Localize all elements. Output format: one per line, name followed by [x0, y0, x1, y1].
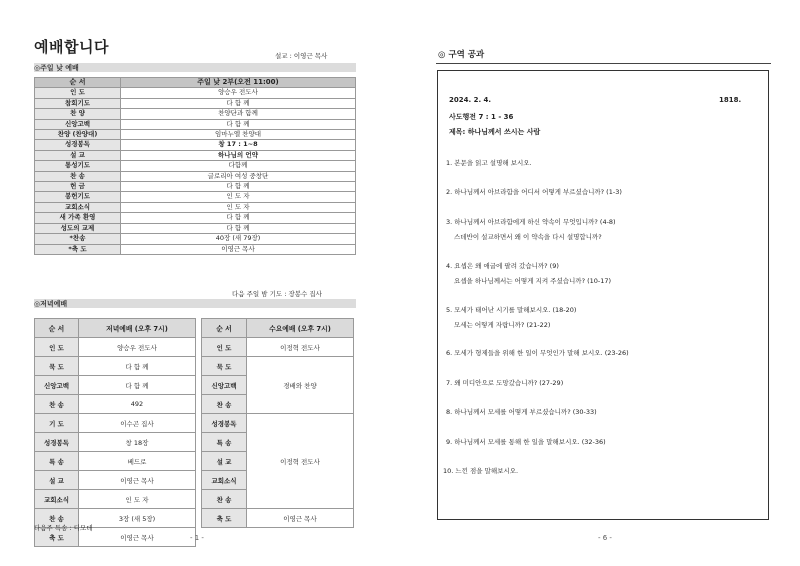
table-row	[35, 98, 356, 108]
lesson-date: 2024. 2. 4.	[449, 96, 492, 104]
row-label: 성경봉독	[35, 140, 121, 150]
question-item: 3. 하나님께서 아브라함에게 하신 약속이 무엇입니까? (4-8)	[446, 218, 616, 226]
table-header-row	[35, 319, 196, 338]
row-value: 다 함 께	[121, 119, 356, 129]
row-label: *축 도	[35, 244, 121, 254]
row-label: 신앙고백	[35, 376, 79, 395]
row-label: 봉헌기도	[35, 192, 121, 202]
table-header-row	[202, 319, 354, 338]
row-label: 교회소식	[202, 471, 247, 490]
row-label: 찬 송	[35, 395, 79, 414]
row-label: 찬 송	[35, 171, 121, 181]
table-row	[202, 414, 354, 433]
row-value: 인 도 자	[121, 202, 356, 212]
section-bar	[34, 63, 356, 72]
row-value: 찬양단과 함께	[121, 109, 356, 119]
morning-service-table	[34, 77, 356, 255]
row-value: 492	[79, 395, 196, 414]
row-label: 찬 송	[202, 395, 247, 414]
row-value: 베드로	[79, 452, 196, 471]
row-value: 40장 (새 79장)	[121, 234, 356, 244]
row-value: 경배와 찬양	[247, 357, 354, 414]
table-row	[35, 395, 196, 414]
wednesday-service-table	[201, 318, 354, 528]
row-value: 다함께	[121, 161, 356, 171]
table-row	[35, 213, 356, 223]
question-item: 요셉을 하나님께서는 어떻게 지켜 주셨습니까? (10-17)	[454, 277, 612, 285]
row-label: 특 송	[35, 452, 79, 471]
header-label: 순 서	[35, 319, 79, 338]
row-label: 설 교	[35, 471, 79, 490]
row-value: 다 함 께	[121, 213, 356, 223]
lesson-number: 1818.	[719, 96, 742, 104]
row-label: 통성기도	[35, 161, 121, 171]
page-title: 예배합니다	[34, 38, 109, 56]
question-item: 모세는 어떻게 자랍니까? (21-22)	[454, 321, 551, 329]
table-row	[35, 171, 356, 181]
table-row	[35, 490, 196, 509]
row-value: 인 도 자	[79, 490, 196, 509]
table-row	[35, 223, 356, 233]
row-label: 교회소식	[35, 202, 121, 212]
question-item: 2. 하나님께서 아브라함을 어디서 어떻게 부르셨습니까? (1-3)	[446, 188, 622, 196]
row-label: 인 도	[35, 88, 121, 98]
row-value: 다 함 께	[121, 98, 356, 108]
question-item: 1. 본문을 읽고 설명해 보시오.	[446, 159, 532, 167]
row-value: 이영근 목사	[121, 244, 356, 254]
row-value: 하나님의 언약	[121, 150, 356, 160]
evening-service-table	[34, 318, 196, 547]
row-label: 찬 송	[35, 509, 79, 528]
table-row	[35, 357, 196, 376]
row-label: 설 교	[35, 150, 121, 160]
row-value: 양승우 전도사	[79, 338, 196, 357]
header-label: 순 서	[202, 319, 247, 338]
section-bar	[34, 299, 356, 308]
row-value: 이정혁 전도사	[247, 338, 354, 357]
row-label: 찬 송	[202, 490, 247, 509]
row-value: 글로리아 여성 중창단	[121, 171, 356, 181]
table-row	[35, 234, 356, 244]
row-value: 이수곤 집사	[79, 414, 196, 433]
section-evening-label: ◎저녁예배	[34, 300, 68, 308]
row-value: 이영근 목사	[79, 528, 196, 547]
table-row	[35, 161, 356, 171]
table-row	[35, 150, 356, 160]
lesson-box	[437, 70, 769, 520]
header-value: 수요예배 (오후 7시)	[247, 319, 354, 338]
table-row	[35, 182, 356, 192]
table-row	[35, 109, 356, 119]
next-prayer-note: 다음 주일 밤 기도 : 장봉수 집사	[232, 290, 322, 298]
row-value: 다 함 께	[121, 223, 356, 233]
table-header-row	[35, 78, 356, 88]
question-item: 스데반이 설교하면서 왜 이 약속을 다시 설명합니까?	[454, 233, 602, 241]
lesson-subject: 제목: 하나님께서 쓰시는 사람	[449, 128, 541, 136]
table-row	[35, 452, 196, 471]
row-value: 다 함 께	[121, 182, 356, 192]
row-value: 다 함 께	[79, 376, 196, 395]
table-row	[35, 202, 356, 212]
row-label: 기 도	[35, 414, 79, 433]
row-label: 축 도	[202, 509, 247, 528]
row-label: 교회소식	[35, 490, 79, 509]
row-value: 창 17 : 1~8	[121, 140, 356, 150]
header-label: 순 서	[35, 78, 121, 88]
table-row	[35, 119, 356, 129]
table-row	[35, 88, 356, 98]
table-row	[35, 414, 196, 433]
table-row	[35, 376, 196, 395]
row-value: 3장 (새 5장)	[79, 509, 196, 528]
row-label: 찬양 (찬양대)	[35, 130, 121, 140]
row-label: 참회기도	[35, 98, 121, 108]
question-item: 8. 하나님께서 모세를 어떻게 부르셨습니까? (30-33)	[446, 408, 597, 416]
bulletin-page-right	[400, 0, 800, 566]
row-value: 다 함 께	[79, 357, 196, 376]
question-item: 7. 왜 미디안으로 도망갔습니까? (27-29)	[446, 379, 564, 387]
question-item: 6. 모세가 형제들을 위해 한 일이 무엇인가 말해 보시오. (23-26)	[446, 349, 629, 357]
row-label: 신앙고백	[202, 376, 247, 395]
row-label: 특 송	[202, 433, 247, 452]
row-label: 성도의 교제	[35, 223, 121, 233]
question-item: 4. 요셉은 왜 애굽에 팔려 갔습니까? (9)	[446, 262, 559, 270]
question-item: 10. 느낀 점을 말해보시오.	[443, 467, 519, 475]
row-label: 축 도	[35, 528, 79, 547]
section-morning-label: ◎주일 낮 예배	[34, 64, 79, 72]
row-label: 설 교	[202, 452, 247, 471]
row-label: 새 가족 환영	[35, 213, 121, 223]
row-label: 신앙고백	[35, 119, 121, 129]
row-value: 이정혁 전도사	[247, 414, 354, 509]
row-label: 성경봉독	[202, 414, 247, 433]
row-value: 이영근 목사	[79, 471, 196, 490]
heading-divider	[436, 63, 771, 64]
table-row	[35, 140, 356, 150]
row-value: 임마누엘 찬양대	[121, 130, 356, 140]
table-row	[35, 130, 356, 140]
row-label: 인 도	[35, 338, 79, 357]
page-number: - 1 -	[190, 534, 204, 542]
row-value: 양승우 전도사	[121, 88, 356, 98]
next-special-song-note: 다음주 특송 : 디모데	[34, 524, 93, 532]
table-row	[202, 509, 354, 528]
table-row	[35, 433, 196, 452]
table-row	[202, 338, 354, 357]
lesson-heading: ◎ 구역 공과	[438, 50, 485, 60]
row-value: 창 18장	[79, 433, 196, 452]
question-item: 5. 모세가 태어난 시기를 말해보시오. (18-20)	[446, 306, 577, 314]
table-row	[35, 338, 196, 357]
header-value: 저녁예배 (오후 7시)	[79, 319, 196, 338]
row-label: *찬송	[35, 234, 121, 244]
table-row	[35, 471, 196, 490]
preacher-label: 설교 : 이영근 목사	[275, 52, 328, 60]
row-label: 찬 양	[35, 109, 121, 119]
question-item: 9. 하나님께서 모세를 통해 한 일을 말해보시오. (32-36)	[446, 438, 606, 446]
page-number: - 6 -	[598, 534, 612, 542]
row-value: 이영근 목사	[247, 509, 354, 528]
row-label: 묵 도	[202, 357, 247, 376]
table-row	[35, 244, 356, 254]
table-row	[202, 357, 354, 376]
scripture-reference: 사도행전 7 : 1 - 36	[449, 113, 514, 121]
row-label: 성경봉독	[35, 433, 79, 452]
row-value: 인 도 자	[121, 192, 356, 202]
header-value: 주일 낮 2부(오전 11:00)	[121, 78, 356, 88]
row-label: 인 도	[202, 338, 247, 357]
row-label: 묵 도	[35, 357, 79, 376]
table-row	[35, 192, 356, 202]
row-label: 헌 금	[35, 182, 121, 192]
